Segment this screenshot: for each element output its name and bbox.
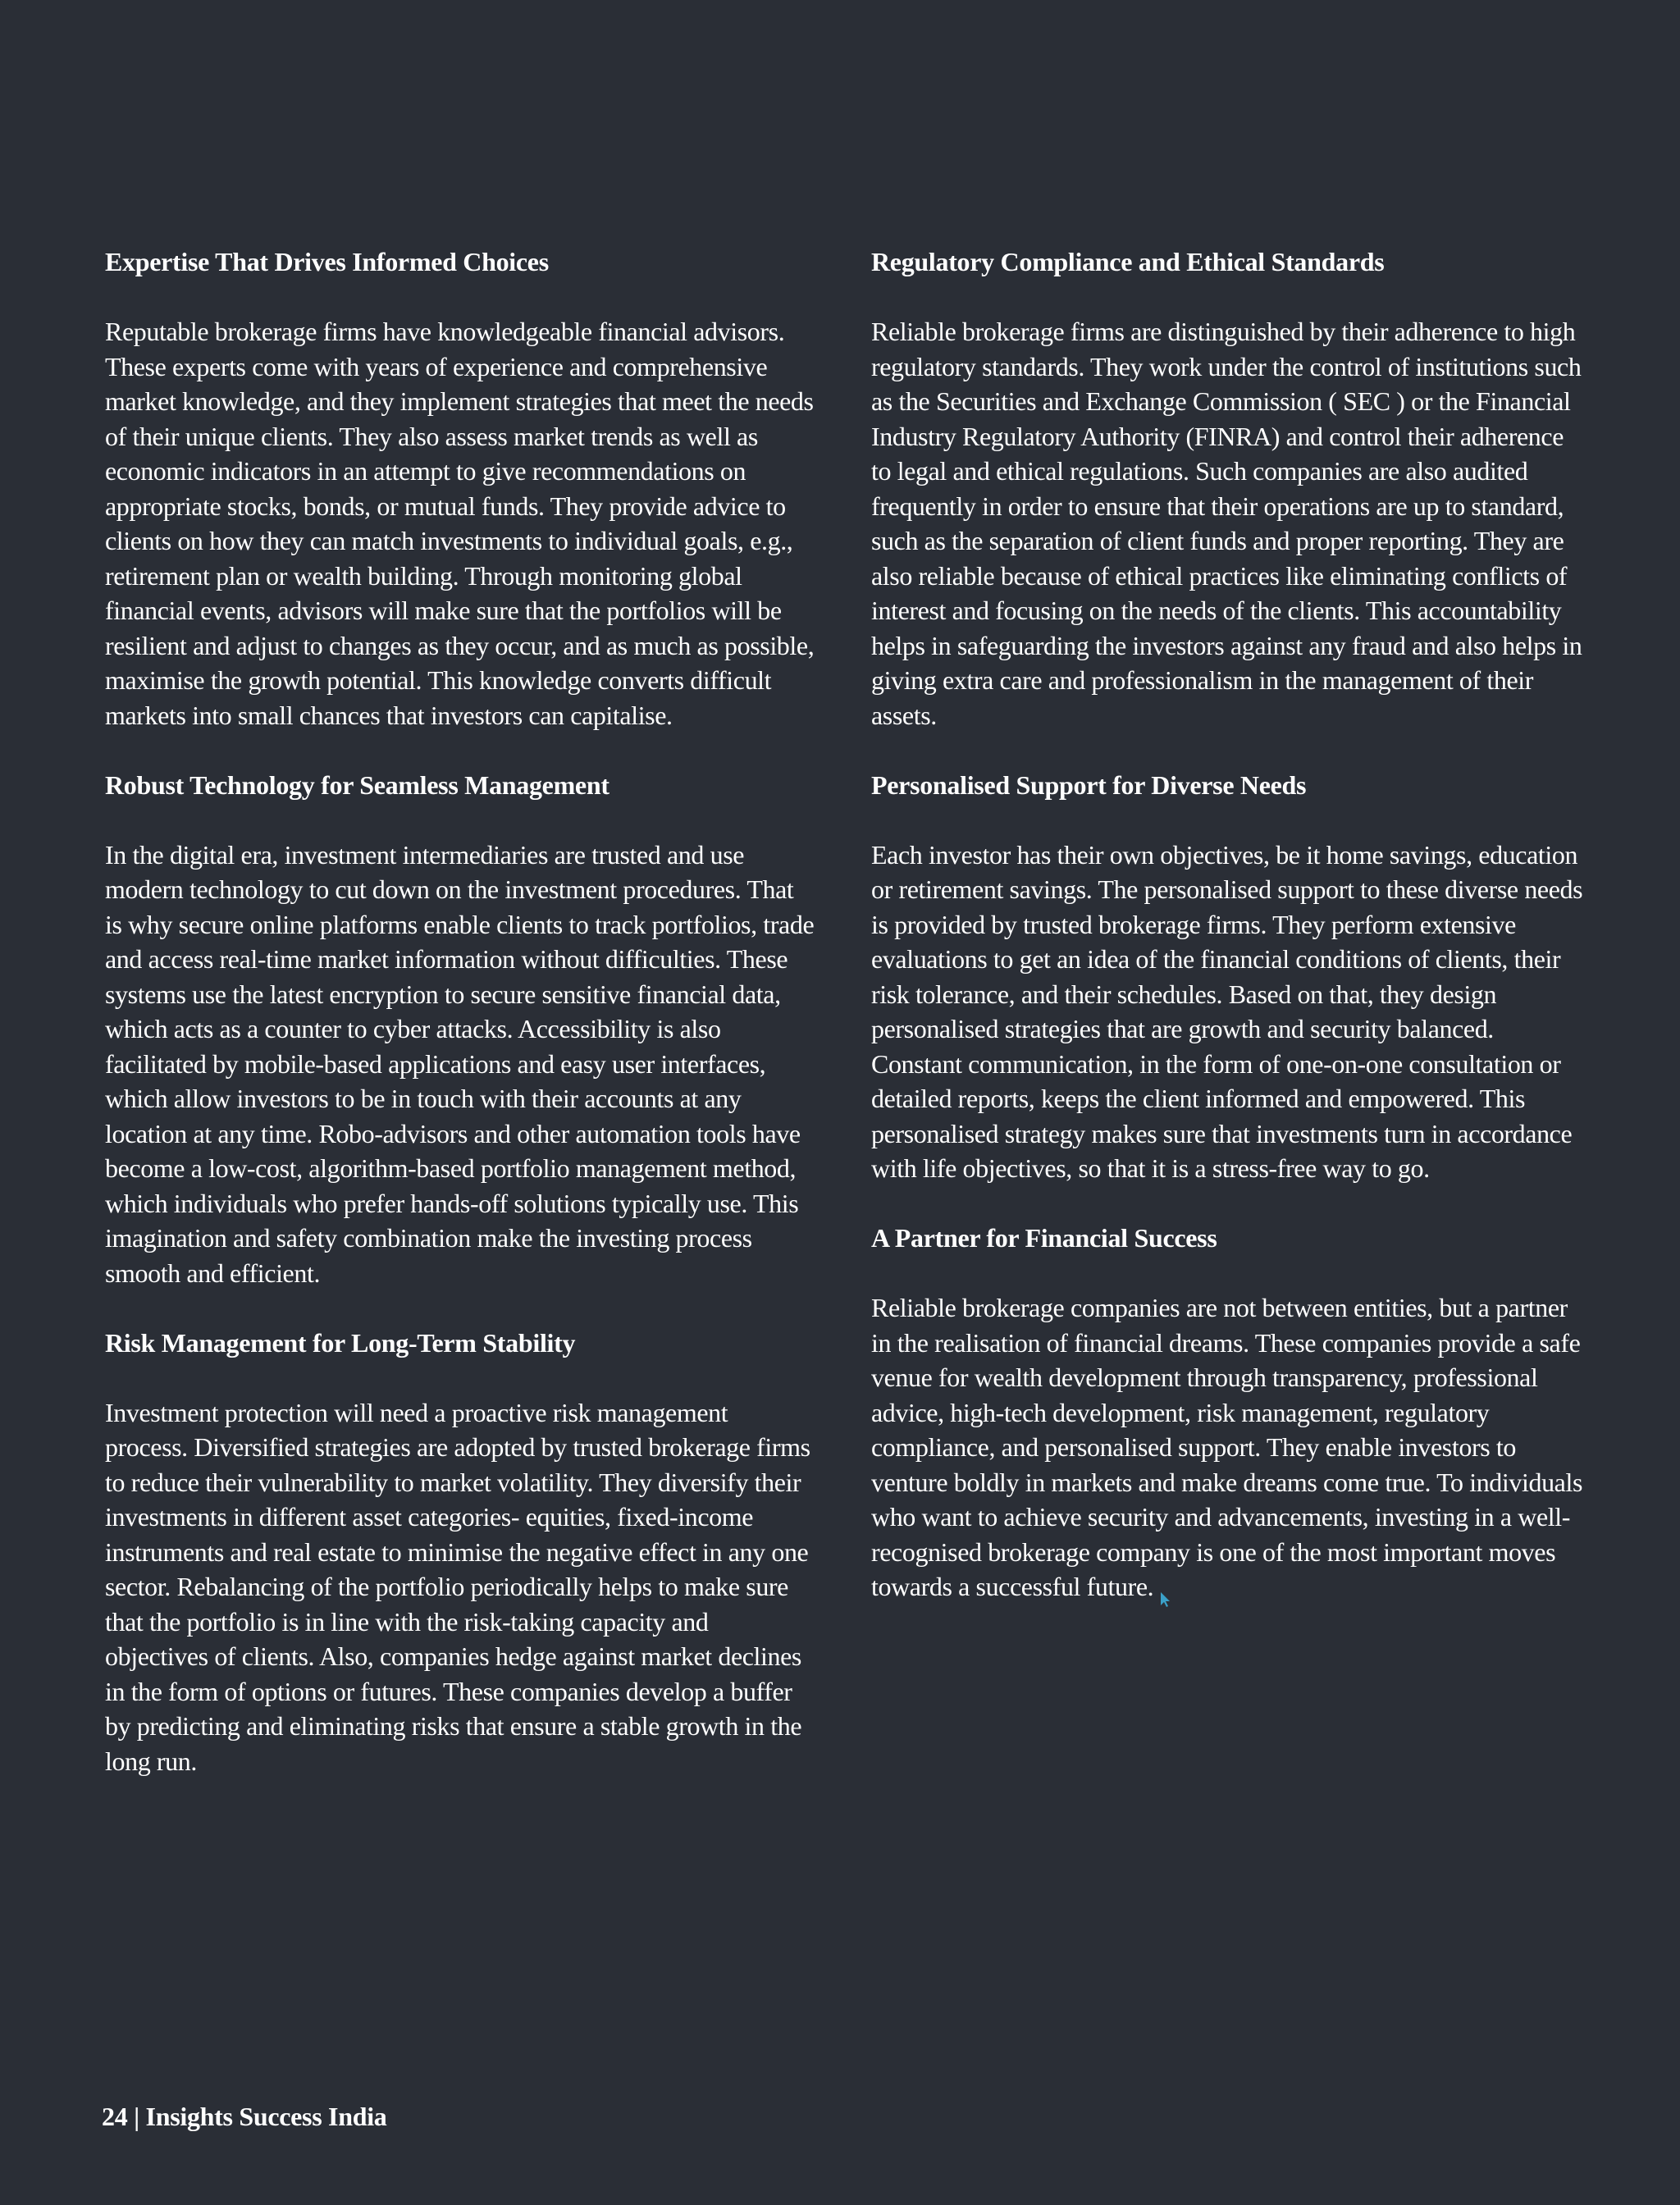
section-heading: Personalised Support for Diverse Needs (871, 769, 1307, 800)
right-column (871, 244, 1585, 1639)
article-section (871, 1221, 1585, 1605)
section-heading: Risk Management for Long-Term Stability (105, 1327, 576, 1358)
article-section (871, 244, 1585, 733)
section-paragraph (871, 1290, 1585, 1605)
closing-paragraph-text: Reliable brokerage companies are not between entities, but a partner in the realisation of financial dreams. These companies provide a safe venue for wealth development through transparency, professional advice, high-tech development, risk management, regulatory compliance, and personalised support. They enable investors to venture boldly in markets and make dreams come true. To individuals who want to achieve security and advancements, investing in a well-recognised brokerage company is one of the most important moves towards a successful future. (871, 1293, 1583, 1601)
section-paragraph: Each investor has their own objectives, be it home savings, education or retirement savings. The personalised support to these diverse needs is provided by trusted brokerage firms. They perform extensive evaluations to get an idea of the financial conditions of clients, their risk tolerance, and their schedules. Based on that, they design personalised strategies that are growth and security balanced. Constant communication, in the form of one-on-one consultation or detailed reports, keeps the client informed and empowered. This personalised strategy makes sure that investments turn in accordance with life objectives, so that it is a stress-free way to go. (871, 839, 1583, 1183)
section-paragraph: In the digital era, investment intermediaries are trusted and use modern technology to cut down on the investment procedures. That is why secure online platforms enable clients to track portfolios, trade and access real-time market information without difficulties. These systems use the latest encryption to secure sensitive financial data, which acts as a counter to cyber attacks. Accessibility is also facilitated by mobile-based applications and easy user interfaces, which allow investors to be in touch with their accounts at any location at any time. Robo-advisors and other automation tools have become a low-cost, algorithm-based portfolio management method, which individuals who prefer hands-off solutions typically use. This imagination and safety combination make the investing process smooth and efficient. (105, 839, 815, 1288)
section-paragraph: Investment protection will need a proactive risk management process. Diversified strategies are adopted by trusted brokerage firms to reduce their vulnerability to market volatility. They diversify their investments in different asset categories- equities, fixed-income instruments and real estate to minimise the negative effect in any one sector. Rebalancing of the portfolio periodically helps to make sure that the portfolio is in line with the risk-taking capacity and objectives of clients. Also, companies hedge against market declines in the form of options or futures. These companies develop a buffer by predicting and eliminating risks that ensure a stable growth in the long run. (105, 1397, 810, 1776)
section-heading: Expertise That Drives Informed Choices (105, 247, 549, 276)
section-heading: A Partner for Financial Success (871, 1223, 1217, 1253)
end-of-article-arrow-icon (1160, 1582, 1171, 1598)
section-paragraph: Reputable brokerage firms have knowledgeable financial advisors. These experts come with years of experience and comprehensive market knowledge, and they implement strategies that meet the needs of their unique clients. They also assess market trends as well as economic indicators in an attempt to give recommendations on appropriate stocks, bonds, or mutual funds. They provide advice to clients on how they can match investments to individual goals, e.g., retirement plan or wealth building. Through monitoring global financial events, advisors will make sure that the portfolios will be resilient and adjust to changes as they occur, and as much as possible, maximise the growth potential. This knowledge converts difficult markets into small chances that investors can capitalise. (105, 317, 815, 730)
article-section (105, 244, 815, 733)
article-section (105, 768, 815, 1291)
section-heading: Regulatory Compliance and Ethical Standards (871, 247, 1385, 276)
article-section (105, 1326, 815, 1779)
left-column (105, 244, 815, 1814)
section-heading: Robust Technology for Seamless Management (105, 769, 609, 800)
page-footer: 24 | Insights Success India (102, 2102, 387, 2131)
section-paragraph: Reliable brokerage firms are distinguished by their adherence to high regulatory standards. They work under the control of institutions such as the Securities and Exchange Commission ( SEC ) or the Financial Industry Regulatory Authority (FINRA) and control their adherence to legal and ethical regulations. Such companies are also audited frequently in order to ensure that their operations are up to standard, such as the separation of client funds and proper reporting. They are also reliable because of ethical practices like eliminating conflicts of interest and focusing on the needs of the clients. This accountability helps in safeguarding the investors against any fraud and also helps in giving extra care and professionalism in the management of their assets. (871, 317, 1582, 730)
article-section (871, 768, 1585, 1186)
